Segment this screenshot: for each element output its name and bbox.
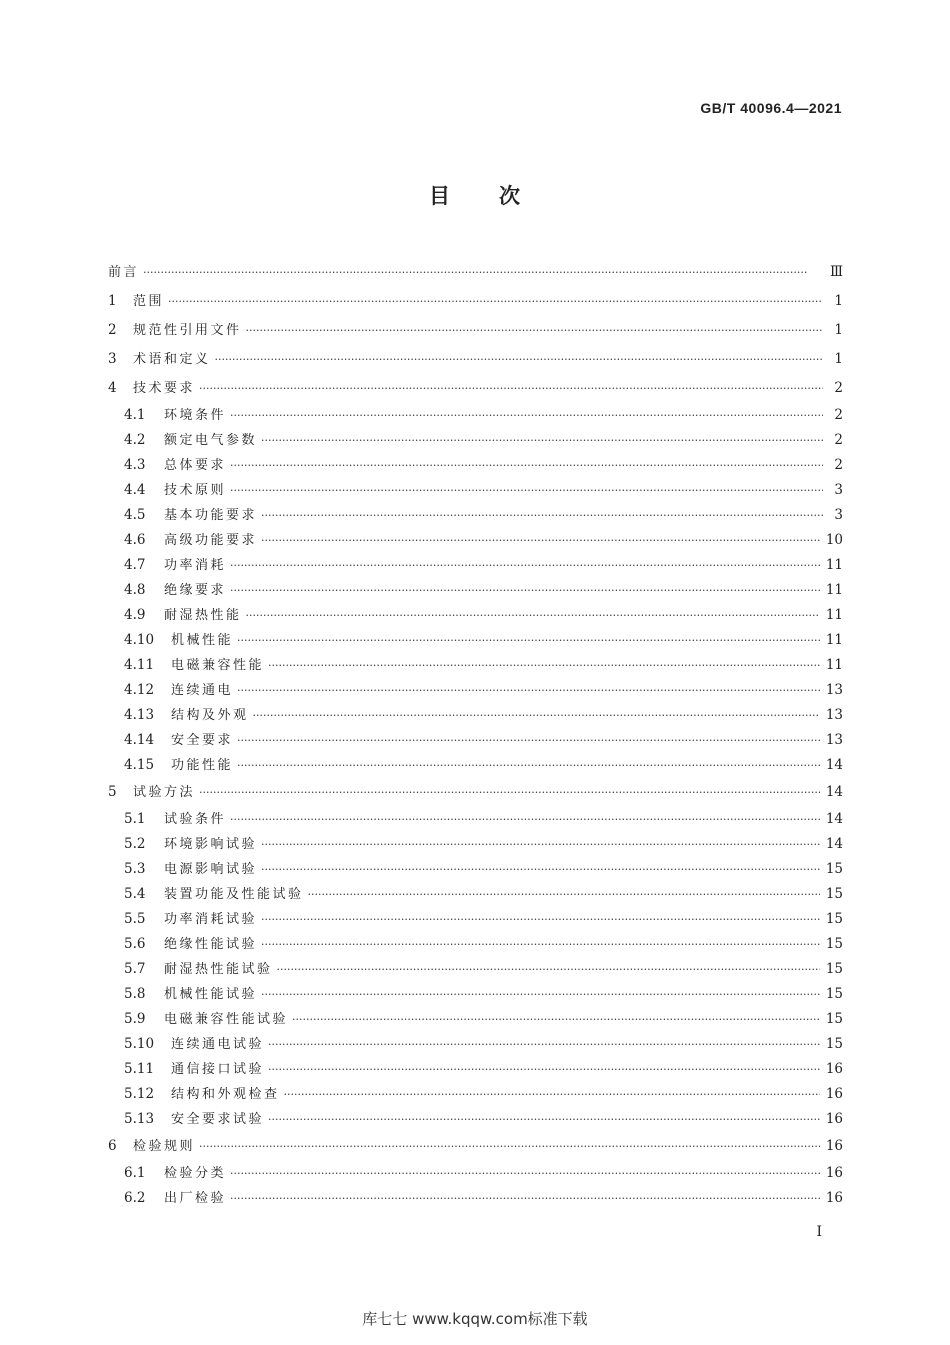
toc-entry-page: 15 [825, 986, 843, 1002]
toc-entry-title: 检验分类 [164, 1166, 227, 1181]
toc-entry-page: 11 [825, 607, 843, 623]
toc-entry-number: 4.7 [124, 557, 146, 573]
toc-leader-dots [237, 753, 820, 778]
toc-entry[interactable] [108, 403, 843, 428]
toc-entry-page: 14 [825, 836, 843, 852]
toc-entry-page: 13 [825, 707, 843, 723]
toc-leader-dots [237, 678, 820, 703]
toc-entry-title: 耐湿热性能 [164, 608, 242, 623]
toc-entry-number: 2 [108, 322, 117, 338]
toc-entry-title: 试验方法 [133, 785, 196, 800]
toc-leader-dots [246, 603, 820, 628]
toc-leader-dots [268, 1107, 820, 1132]
toc-entry-number: 5.5 [124, 911, 146, 927]
toc-entry-page: 2 [834, 432, 843, 448]
toc-entry-page: 14 [825, 811, 843, 827]
toc-entry[interactable] [108, 753, 843, 778]
toc-entry[interactable] [108, 553, 843, 578]
toc-entry[interactable] [108, 832, 843, 857]
toc-entry[interactable] [108, 1032, 843, 1057]
toc-entry-page: 16 [825, 1165, 843, 1181]
toc-entry-number: 4.12 [124, 682, 155, 698]
toc-leader-dots [237, 728, 820, 753]
toc-entry-title: 安全要求试验 [171, 1112, 265, 1127]
toc-entry[interactable] [108, 653, 843, 678]
toc-entry-page: 11 [825, 582, 843, 598]
toc-entry-page: 16 [825, 1111, 843, 1127]
toc-entry-title: 电磁兼容性能试验 [164, 1012, 289, 1027]
toc-entry-title: 绝缘要求 [164, 583, 227, 598]
toc-entry-title: 术语和定义 [133, 352, 211, 367]
toc-entry[interactable] [108, 1186, 843, 1211]
toc-entry-number: 5.12 [124, 1086, 155, 1102]
toc-entry[interactable] [108, 453, 843, 478]
toc-leader-dots [230, 1161, 820, 1186]
toc-leader-dots [246, 316, 823, 345]
toc-leader-dots [292, 1007, 820, 1032]
toc-entry[interactable] [108, 258, 843, 287]
toc-leader-dots [230, 1186, 820, 1211]
toc-leader-dots [268, 1032, 820, 1057]
toc-entry-number: 4.10 [124, 632, 155, 648]
toc-entry[interactable] [108, 982, 843, 1007]
toc-entry-title: 机械性能试验 [164, 987, 258, 1002]
toc-entry-number: 5 [108, 784, 117, 800]
toc-entry-number: 5.11 [124, 1061, 155, 1077]
toc-leader-dots [261, 503, 823, 528]
toc-entry-page: 15 [825, 861, 843, 877]
toc-entry-page: 14 [825, 784, 843, 800]
title-char-1: 目 [429, 184, 451, 208]
toc-entry-page: 1 [834, 293, 843, 309]
toc-entry-page: 15 [825, 936, 843, 952]
toc-entry-number: 3 [108, 351, 117, 367]
toc-entry-page: 1 [834, 322, 843, 338]
standard-code: GB/T 40096.4—2021 [700, 100, 842, 116]
toc-entry-number: 4.4 [124, 482, 146, 498]
toc-entry-title: 技术原则 [164, 483, 227, 498]
toc-entry-title: 功率消耗试验 [164, 912, 258, 927]
toc-entry-title: 电源影响试验 [164, 862, 258, 877]
toc-entry-page: 11 [825, 632, 843, 648]
title-char-2: 次 [499, 184, 521, 208]
toc-leader-dots [168, 287, 823, 316]
toc-entry-page: 2 [834, 457, 843, 473]
toc-leader-dots [261, 528, 820, 553]
toc-entry[interactable] [108, 778, 843, 807]
toc-entry-title: 耐湿热性能试验 [164, 962, 273, 977]
toc-entry-number: 5.6 [124, 936, 146, 952]
toc-entry-title: 范围 [133, 294, 165, 309]
toc-leader-dots [230, 478, 823, 503]
toc-entry-page: 13 [825, 682, 843, 698]
toc-entry[interactable] [108, 374, 843, 403]
toc-leader-dots [230, 453, 823, 478]
toc-entry-title: 试验条件 [164, 812, 227, 827]
toc-entry-page: 15 [825, 1011, 843, 1027]
toc-leader-dots [199, 778, 820, 807]
toc-leader-dots [308, 882, 820, 907]
toc-entry-number: 4.1 [124, 407, 146, 423]
toc-leader-dots [143, 258, 823, 287]
toc-entry-number: 6.2 [124, 1190, 146, 1206]
toc-entry-number: 4.15 [124, 757, 155, 773]
toc-entry-number: 5.1 [124, 811, 146, 827]
toc-entry-title: 结构及外观 [171, 708, 249, 723]
toc-entry-number: 1 [108, 293, 117, 309]
toc-entry-number: 5.4 [124, 886, 146, 902]
watermark-text: 库七七 www.kqqw.com标准下载 [362, 1310, 588, 1328]
toc-leader-dots [215, 345, 823, 374]
toc-entry[interactable] [108, 428, 843, 453]
toc-entry[interactable] [108, 882, 843, 907]
toc-entry-title: 绝缘性能试验 [164, 937, 258, 952]
toc-entry[interactable] [108, 703, 843, 728]
toc-entry[interactable] [108, 478, 843, 503]
toc-leader-dots [261, 932, 820, 957]
toc-entry[interactable] [108, 578, 843, 603]
toc-entry[interactable] [108, 503, 843, 528]
toc-entry-number: 4.2 [124, 432, 146, 448]
toc-leader-dots [268, 1057, 820, 1082]
toc-entry[interactable] [108, 957, 843, 982]
toc-leader-dots [237, 628, 820, 653]
toc-leader-dots [261, 857, 820, 882]
toc-entry-title: 连续通电 [171, 683, 234, 698]
toc-leader-dots [261, 907, 820, 932]
toc-leader-dots [268, 653, 820, 678]
toc-entry-title: 电磁兼容性能 [171, 658, 265, 673]
toc-leader-dots [230, 553, 820, 578]
toc-entry[interactable] [108, 1082, 843, 1107]
toc-entry-title: 基本功能要求 [164, 508, 258, 523]
toc-entry-page: 14 [825, 757, 843, 773]
toc-entry-title: 机械性能 [171, 633, 234, 648]
toc-entry-title: 环境影响试验 [164, 837, 258, 852]
toc-leader-dots [261, 428, 823, 453]
toc-entry-title: 安全要求 [171, 733, 234, 748]
toc-entry-page: 3 [834, 482, 843, 498]
toc-entry[interactable] [108, 807, 843, 832]
toc-entry-title: 额定电气参数 [164, 433, 258, 448]
toc-leader-dots [230, 807, 820, 832]
toc-entry-number: 5.10 [124, 1036, 155, 1052]
toc-entry-number: 5.9 [124, 1011, 146, 1027]
toc-entry-page: 13 [825, 732, 843, 748]
toc-entry-page: 3 [834, 507, 843, 523]
toc-entry-page: 11 [825, 657, 843, 673]
toc-entry-number: 4.13 [124, 707, 155, 723]
toc-entry-page: 2 [834, 380, 843, 396]
toc-leader-dots [199, 374, 823, 403]
toc-entry-number: 5.8 [124, 986, 146, 1002]
table-of-contents [108, 258, 843, 1211]
toc-leader-dots [277, 957, 820, 982]
toc-leader-dots [284, 1082, 820, 1107]
toc-entry-title: 装置功能及性能试验 [164, 887, 304, 902]
toc-entry-title: 环境条件 [164, 408, 227, 423]
toc-entry-number: 6.1 [124, 1165, 146, 1181]
toc-leader-dots [230, 578, 820, 603]
page-title [0, 180, 950, 210]
toc-entry[interactable] [108, 316, 843, 345]
toc-entry-page: 15 [825, 1036, 843, 1052]
toc-entry-page: 1 [834, 351, 843, 367]
toc-entry-page: 15 [825, 961, 843, 977]
toc-entry[interactable] [108, 857, 843, 882]
toc-entry-title: 总体要求 [164, 458, 227, 473]
toc-entry[interactable] [108, 1161, 843, 1186]
toc-entry[interactable] [108, 907, 843, 932]
toc-leader-dots [261, 832, 820, 857]
toc-entry-number: 5.2 [124, 836, 146, 852]
toc-entry-page: Ⅲ [829, 264, 843, 280]
toc-entry[interactable] [108, 1132, 843, 1161]
page-number: I [816, 1224, 822, 1240]
toc-entry-title: 功能性能 [171, 758, 234, 773]
toc-entry[interactable] [108, 728, 843, 753]
toc-leader-dots [253, 703, 820, 728]
toc-entry-page: 16 [825, 1086, 843, 1102]
toc-entry[interactable] [108, 1107, 843, 1132]
toc-entry-number: 4.8 [124, 582, 146, 598]
toc-entry[interactable] [108, 932, 843, 957]
toc-leader-dots [230, 403, 823, 428]
toc-entry-page: 16 [825, 1061, 843, 1077]
toc-entry[interactable] [108, 287, 843, 316]
toc-entry-page: 11 [825, 557, 843, 573]
toc-entry-number: 5.13 [124, 1111, 155, 1127]
toc-entry-title: 结构和外观检查 [171, 1087, 280, 1102]
toc-entry-page: 15 [825, 911, 843, 927]
toc-entry-number: 4.3 [124, 457, 146, 473]
toc-entry-title: 功率消耗 [164, 558, 227, 573]
toc-entry-number: 4.5 [124, 507, 146, 523]
toc-entry[interactable] [108, 1057, 843, 1082]
toc-entry-number: 4.6 [124, 532, 146, 548]
toc-entry-title: 检验规则 [133, 1139, 196, 1154]
toc-leader-dots [261, 982, 820, 1007]
toc-leader-dots [199, 1132, 820, 1161]
toc-entry-page: 15 [825, 886, 843, 902]
toc-entry-title: 出厂检验 [164, 1191, 227, 1206]
toc-entry-title: 连续通电试验 [171, 1037, 265, 1052]
toc-entry[interactable] [108, 345, 843, 374]
toc-entry-title: 高级功能要求 [164, 533, 258, 548]
toc-entry-title: 技术要求 [133, 381, 196, 396]
toc-entry-page: 16 [825, 1138, 843, 1154]
toc-entry[interactable] [108, 528, 843, 553]
toc-entry-number: 5.3 [124, 861, 146, 877]
toc-entry[interactable] [108, 603, 843, 628]
toc-entry[interactable] [108, 678, 843, 703]
toc-entry-number: 5.7 [124, 961, 146, 977]
toc-entry-number: 4.14 [124, 732, 155, 748]
toc-entry[interactable] [108, 1007, 843, 1032]
toc-entry-number: 4 [108, 380, 117, 396]
toc-entry-page: 10 [825, 532, 843, 548]
toc-entry-page: 16 [825, 1190, 843, 1206]
toc-entry-number: 4.11 [124, 657, 155, 673]
toc-entry-title: 规范性引用文件 [133, 323, 242, 338]
toc-entry-number: 4.9 [124, 607, 146, 623]
toc-entry-number: 6 [108, 1138, 117, 1154]
toc-entry[interactable] [108, 628, 843, 653]
toc-entry-page: 2 [834, 407, 843, 423]
toc-entry-title: 前言 [108, 265, 140, 280]
toc-entry-title: 通信接口试验 [171, 1062, 265, 1077]
